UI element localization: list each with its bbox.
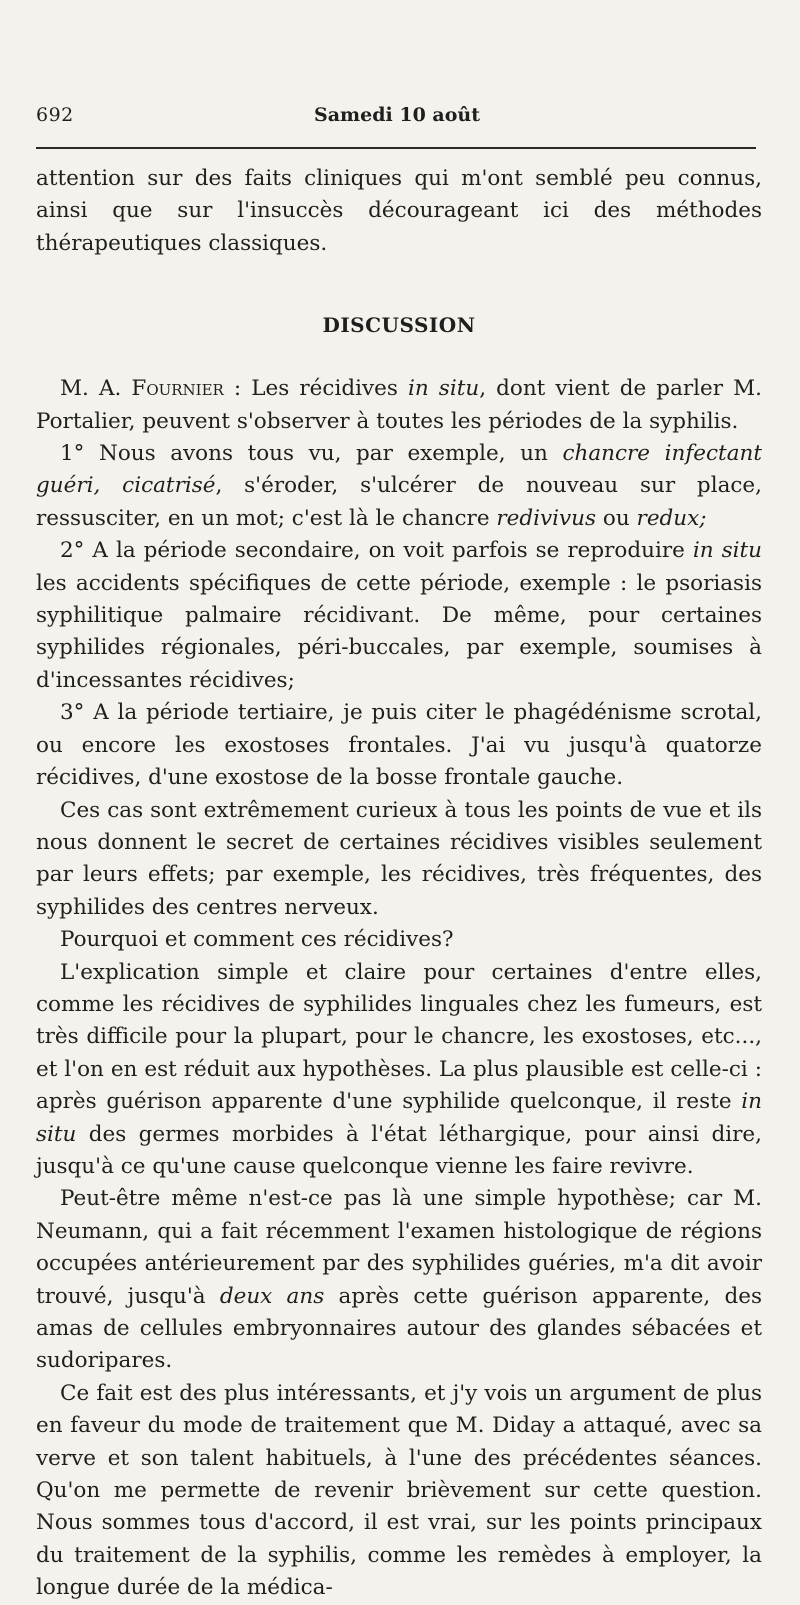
speaker-name: M. A. Fournier — [60, 376, 224, 402]
page-number: 692 — [36, 104, 74, 126]
paragraph-8: Peut-être même n'est-ce pas là une simple hypothèse; car M. Neumann, qui a fait récemment l'examen histologique de régions occupées antérieurement par des syphilides guéries, m'a dit avoir trouvé, jusqu'à deux ans après cette guérison apparente, des amas de cellules embryonnaires autour des glandes sébacées et sudoripares. — [36, 1186, 762, 1374]
paragraph-4: 3° A la période tertiaire, je puis citer le phagédénisme scrotal, ou encore les exostoses frontales. J'ai vu jusqu'à quatorze récidives, d'une exostose de la bosse frontale gauche. — [36, 700, 762, 791]
running-head — [36, 100, 758, 134]
header-rule — [36, 147, 756, 149]
paragraph-2: 1° Nous avons tous vu, par exemple, un chancre infectant guéri, cicatrisé, s'éroder, s'ulcérer de nouveau sur place, ressusciter, en un mot; c'est là le chancre redivivus ou redux; — [36, 441, 762, 531]
running-title: Samedi 10 août — [314, 104, 480, 126]
paragraph-3: 2° A la période secondaire, on voit parfois se reproduire in situ les accidents spécifiques de cette période, exemple : le psoriasis syphilitique palmaire récidivant. De même, pour certaines syphilides régionales, péri-buccales, par exemple, soumises à d'incessantes récidives; — [36, 538, 762, 693]
paragraph-9: Ce fait est des plus intéressants, et j'y vois un argument de plus en faveur du mode de traitement que M. Diday a attaqué, avec sa verve et son talent habituels, à l'une des précédentes séances. Qu'on me permette de revenir brièvement sur cette question. Nous sommes tous d'accord, il est vrai, sur les points principaux du traitement de la syphilis, comme les remèdes à employer, la longue durée de la médica- — [36, 1380, 762, 1601]
paragraph-5: Ces cas sont extrêmement curieux à tous les points de vue et ils nous donnent le secret de certaines récidives visibles seulement par leurs effets; par exemple, les récidives, très fréquentes, des syphilides des centres nerveux. — [36, 797, 762, 920]
paragraph-1: M. A. Fournier : Les récidives in situ, dont vient de parler M. Portalier, peuvent s'observer à toutes les périodes de la syphilis. — [36, 376, 762, 434]
body-text — [36, 163, 762, 1605]
section-heading: DISCUSSION — [322, 313, 476, 338]
opening-paragraph: attention sur des faits cliniques qui m'ont semblé peu connus, ainsi que sur l'insuccès décourageant ici des méthodes thérapeutiques classiques. — [36, 166, 762, 256]
paragraph-6: Pourquoi et comment ces récidives? — [60, 927, 454, 953]
paragraph-7: L'explication simple et claire pour certaines d'entre elles, comme les récidives de syphilides linguales chez les fumeurs, est très difficile pour la plupart, pour le chancre, les exostoses, etc..., et l'on en est réduit aux hypothèses. La plus plausible est celle-ci : après guérison apparente d'une syphilide quelconque, il reste in situ des germes morbides à l'état léthargique, pour ainsi dire, jusqu'à ce qu'une cause quelconque vienne les faire revivre. — [36, 959, 762, 1179]
